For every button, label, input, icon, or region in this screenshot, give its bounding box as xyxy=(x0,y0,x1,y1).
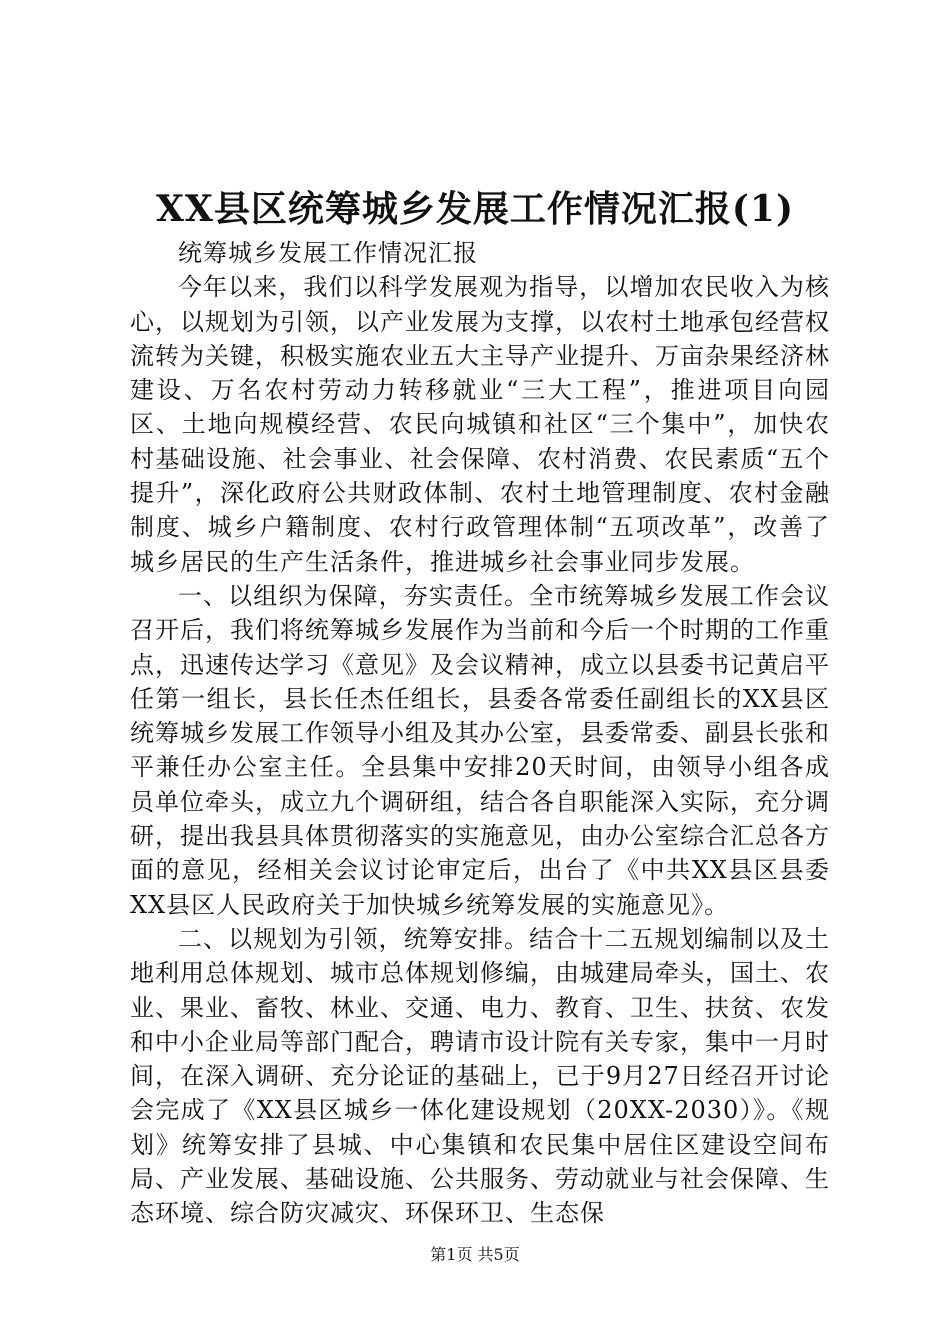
paragraph-section-2: 二、以规划为引领，统筹安排。结合十二五规划编制以及土地利用总体规划、城市总体规划修编，由城建局牵头，国土、农业、果业、畜牧、林业、交通、电力、教育、卫生、扶贫、农发和中小企业局等部门配合，聘请市设计院有关专家，集中一月时间，在深入调研、充分论证的基础上，已于9月27日经召开讨论会完成了《XX县区城乡一体化建设规划（20XX-2030）》。《规划》统筹安排了县城、中心集镇和农民集中居住区建设空间布局、产业发展、基础设施、公共服务、劳动就业与社会保障、生态环境、综合防灾减灾、环保环卫、生态保 xyxy=(130,924,830,1228)
paragraph-subtitle: 统筹城乡发展工作情况汇报 xyxy=(178,239,478,267)
document-title: XX县区统筹城乡发展工作情况汇报(1) xyxy=(156,188,794,230)
page-number-footer: 第1页 共5页 xyxy=(430,1245,520,1264)
paragraph-intro: 今年以来，我们以科学发展观为指导，以增加农民收入为核心，以规划为引领，以产业发展为支撑，以农村土地承包经营权流转为关键，积极实施农业五大主导产业提升、万亩杂果经济林建设、万名农村劳动力转移就业“三大工程”，推进项目向园区、土地向规模经营、农民向城镇和社区“三个集中”，加快农村基础设施、社会事业、社会保障、农村消费、农民素质“五个提升”，深化政府公共财政体制、农村土地管理制度、农村金融制度、城乡户籍制度、农村行政管理体制“五项改革”，改善了城乡居民的生产生活条件，推进城乡社会事业同步发展。 xyxy=(130,273,830,576)
paragraph-section-1: 一、以组织为保障，夯实责任。全市统筹城乡发展工作会议召开后，我们将统筹城乡发展作为当前和今后一个时期的工作重点，迅速传达学习《意见》及会议精神，成立以县委书记黄启平任第一组长，县长任杰任组长，县委各常委任副组长的XX县区统筹城乡发展工作领导小组及其办公室，县委常委、副县长张和平兼任办公室主任。全县集中安排20天时间，由领导小组各成员单位牵头，成立九个调研组，结合各自职能深入实际，充分调研，提出我县具体贯彻落实的实施意见，由办公室综合汇总各方面的意见，经相关会议讨论审定后，出台了《中共XX县区县委XX县区人民政府关于加快城乡统筹发展的实施意见》。 xyxy=(130,581,830,919)
document-body xyxy=(130,236,830,1231)
